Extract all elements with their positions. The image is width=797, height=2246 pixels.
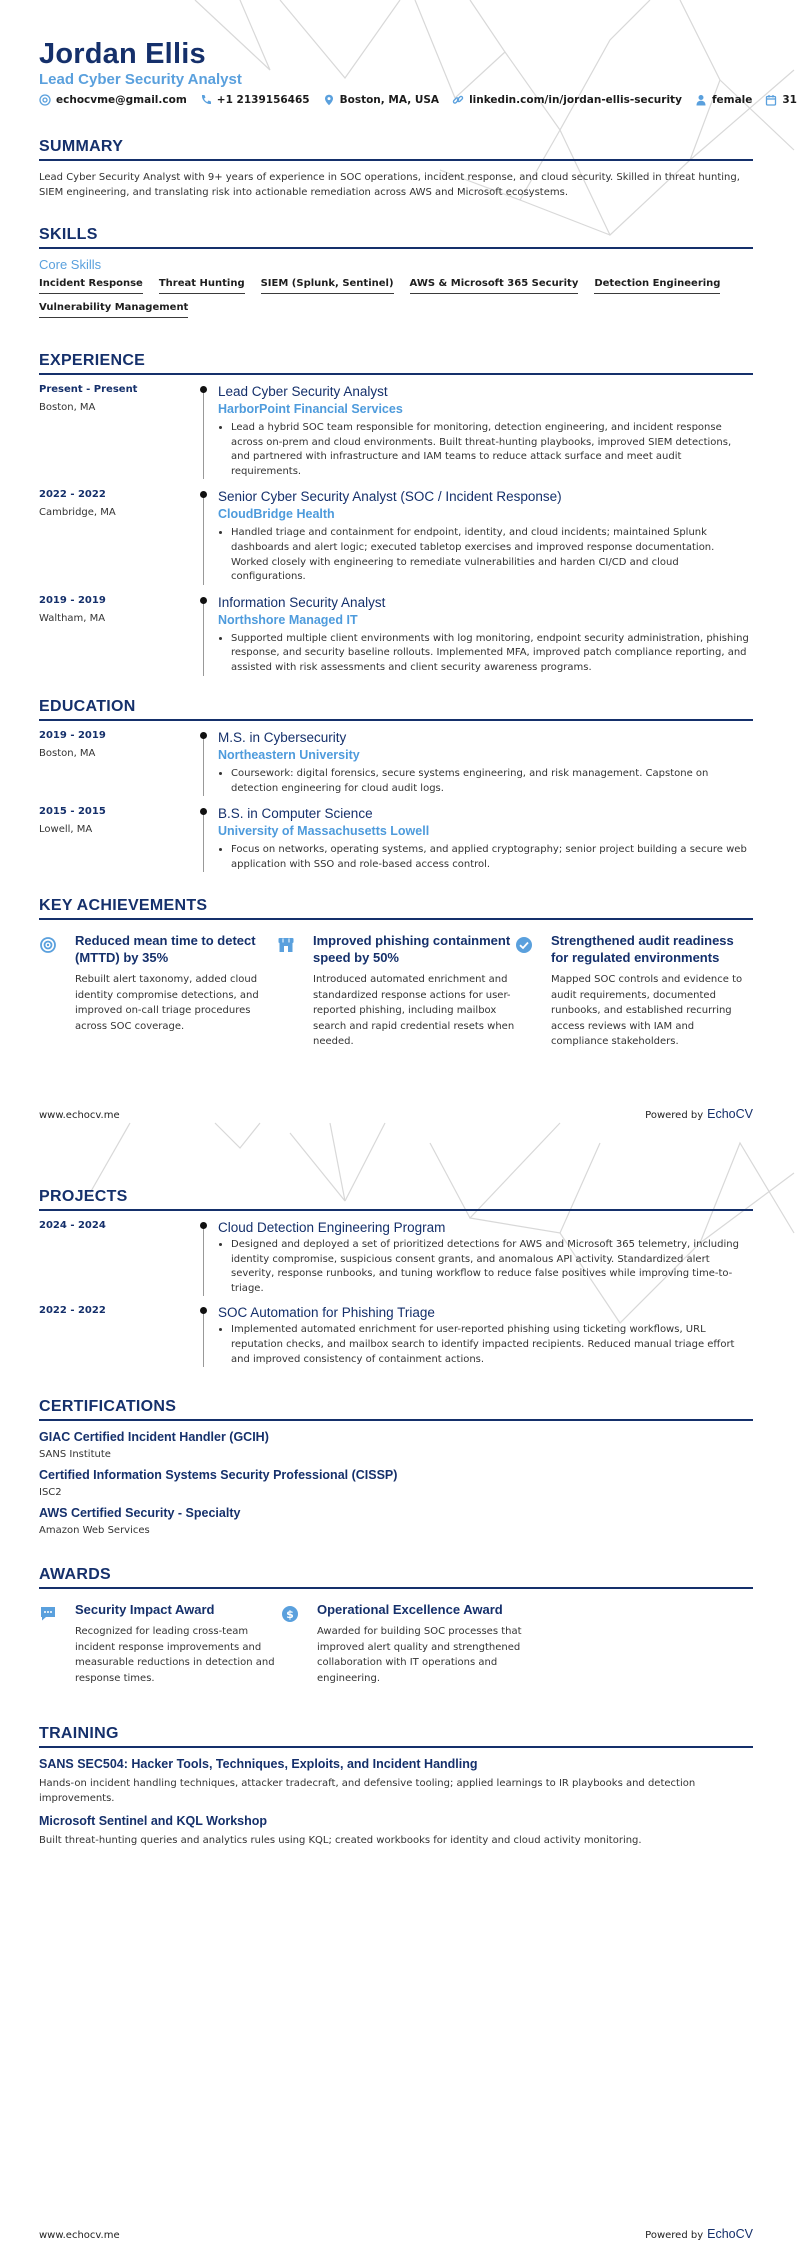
awards-section <box>39 1566 753 1686</box>
achievement-description: Rebuilt alert taxonomy, added cloud identity compromise detections, and improved on-call triage procedures across SOC coverage. <box>75 974 259 1032</box>
project-entry <box>39 1305 753 1367</box>
contact-phone[interactable] <box>200 94 310 106</box>
award-title: Operational Excellence Award <box>317 1602 503 1617</box>
training-section <box>39 1725 753 1848</box>
achievements-heading: KEY ACHIEVEMENTS <box>39 897 753 920</box>
training-description: Built threat-hunting queries and analytics rules using KQL; created workbooks for identity and cloud activity monitoring. <box>39 1835 642 1846</box>
footer-brand: EchoCV <box>707 1107 753 1121</box>
linkedin-text: linkedin.com/in/jordan-ellis-security <box>469 94 682 106</box>
contact-linkedin[interactable] <box>452 94 682 106</box>
education-entry <box>39 730 753 796</box>
verified-badge-icon <box>515 936 533 954</box>
skill-item: AWS & Microsoft 365 Security <box>410 278 579 294</box>
phone-icon <box>200 94 212 106</box>
entry-title: Cloud Detection Engineering Program <box>218 1220 446 1235</box>
footer-site-link[interactable]: www.echocv.me <box>39 2230 120 2241</box>
entry-bullet: • Handled triage and containment for endpoint, identity, and cloud incidents; maintained Splunk dashboards and alert logic; executed tabletop exercises and improved response documentation. Worked closely with engineering to remediate vulnerabilities and harden CI/CD and cloud configurations. <box>231 526 753 584</box>
entry-organization: HarborPoint Financial Services <box>218 402 403 416</box>
summary-section <box>39 138 753 200</box>
resume-header <box>39 38 797 106</box>
entry-bullet: • Supported multiple client environments with log monitoring, endpoint security administration, phishing response, and security baseline rollouts. Implemented MFA, improved patch compliance reporting, and assisted with risk assessments and client security awareness programs. <box>231 632 753 676</box>
resume-page-2 <box>0 1123 794 2246</box>
entry-location: Cambridge, MA <box>39 507 116 519</box>
timeline-dot <box>200 597 207 604</box>
experience-entry <box>39 489 753 584</box>
training-name: Microsoft Sentinel and KQL Workshop <box>39 1814 268 1828</box>
page-footer <box>39 2223 753 2242</box>
award-item <box>281 1601 523 1686</box>
contact-bar <box>39 94 797 106</box>
award-description: Awarded for building SOC processes that improved alert quality and strengthened collaboration with IT operations and engineering. <box>317 1626 522 1684</box>
awards-grid <box>39 1601 753 1686</box>
certification-issuer: Amazon Web Services <box>39 1525 150 1536</box>
entry-bullet: • Focus on networks, operating systems, and applied cryptography; senior project building a secure web application with SSO and role-based access control. <box>231 843 753 872</box>
entry-date: Present - Present <box>39 384 138 395</box>
entry-organization: Northshore Managed IT <box>218 612 358 627</box>
store-icon <box>277 936 295 954</box>
achievement-title: Reduced mean time to detect (MTTD) by 35% <box>75 933 256 965</box>
location-text: Boston, MA, USA <box>339 94 440 106</box>
achievements-grid <box>39 932 753 1050</box>
skill-item: Vulnerability Management <box>39 302 188 318</box>
target-icon <box>39 936 57 954</box>
experience-section <box>39 352 753 676</box>
at-sign-icon <box>39 94 51 106</box>
certification-name: Certified Information Systems Security Professional (CISSP) <box>39 1468 398 1482</box>
gender-text: female <box>711 94 753 106</box>
education-section <box>39 698 753 872</box>
skill-item: SIEM (Splunk, Sentinel) <box>261 278 394 294</box>
entry-bullet: • Implemented automated enrichment for user-reported phishing using ticketing workflows, URL reputation checks, and mailbox search to identify impacted recipients. Reduced manual triage effort and improved consistency of containment actions. <box>231 1323 753 1367</box>
certification-issuer: ISC2 <box>39 1487 62 1498</box>
education-entry <box>39 806 753 872</box>
timeline-dot <box>200 386 207 393</box>
contact-age <box>765 94 797 106</box>
training-description: Hands-on incident handling techniques, attacker tradecraft, and defensive tooling; applied learnings to IR playbooks and detection improvements. <box>39 1778 696 1804</box>
certifications-section <box>39 1398 753 1536</box>
skill-item: Detection Engineering <box>594 278 720 294</box>
summary-text: Lead Cyber Security Analyst with 9+ years of experience in SOC operations, incident response, and cloud security. Skilled in threat hunting, SIEM engineering, and translating risk into actionable remediation across AWS and Microsoft ecosystems. <box>39 172 740 198</box>
link-icon <box>452 94 464 106</box>
skill-item: Threat Hunting <box>159 278 245 294</box>
entry-date: 2019 - 2019 <box>39 730 106 741</box>
entry-title: SOC Automation for Phishing Triage <box>218 1305 435 1321</box>
training-heading: TRAINING <box>39 1725 753 1748</box>
entry-bullet: • Designed and deployed a set of prioritized detections for AWS and Microsoft 365 telemetry, including identity compromise, suspicious consent grants, and anomalous API activity. Standardized alert severity, response runbooks, and tuning workflow to reduce false positives while improving time-to-triage. <box>231 1238 753 1296</box>
entry-location: Boston, MA <box>39 402 96 413</box>
entry-location: Lowell, MA <box>39 824 93 836</box>
entry-title: Information Security Analyst <box>218 594 386 610</box>
entry-date: 2022 - 2022 <box>39 1305 106 1317</box>
footer-powered-label: Powered by <box>645 2230 704 2241</box>
project-entry <box>39 1220 753 1296</box>
certification-item <box>39 1430 753 1460</box>
dollar-coin-icon <box>281 1605 299 1623</box>
timeline-rail <box>203 388 204 479</box>
phone-text: +1 2139156465 <box>216 94 310 106</box>
skills-heading: SKILLS <box>39 226 753 249</box>
certification-name: AWS Certified Security - Specialty <box>39 1506 241 1520</box>
certification-item <box>39 1468 753 1498</box>
projects-heading: PROJECTS <box>39 1188 753 1211</box>
entry-title: B.S. in Computer Science <box>218 806 373 822</box>
age-text: 31 <box>782 94 797 106</box>
timeline-dot <box>200 732 207 739</box>
page-footer <box>39 1103 753 1122</box>
footer-brand: EchoCV <box>707 2227 753 2241</box>
email-text: echocvme@gmail.com <box>56 94 187 106</box>
timeline-rail <box>203 493 204 584</box>
contact-gender <box>695 94 752 106</box>
timeline-dot <box>200 1222 207 1229</box>
calendar-icon <box>765 94 777 106</box>
achievement-title: Improved phishing containment speed by 50% <box>313 933 511 965</box>
skills-list <box>39 278 753 326</box>
entry-date: 2024 - 2024 <box>39 1220 106 1231</box>
entry-location: Boston, MA <box>39 748 96 759</box>
training-item <box>39 1814 753 1848</box>
svg-text:$: $ <box>286 1608 294 1621</box>
education-heading: EDUCATION <box>39 698 753 721</box>
entry-title: M.S. in Cybersecurity <box>218 730 347 745</box>
award-item <box>39 1601 281 1686</box>
chat-bubble-icon <box>39 1605 57 1623</box>
entry-organization: CloudBridge Health <box>218 507 335 522</box>
projects-section <box>39 1188 753 1367</box>
skill-item: Incident Response <box>39 278 143 294</box>
timeline-rail <box>203 734 204 796</box>
map-pin-icon <box>323 94 335 106</box>
timeline-rail <box>203 599 204 676</box>
entry-bullet: • Coursework: digital forensics, secure systems engineering, and risk management. Capstone on detection engineering for cloud audit logs. <box>231 767 753 796</box>
timeline-rail <box>203 1309 204 1367</box>
entry-title: Senior Cyber Security Analyst (SOC / Incident Response) <box>218 489 562 505</box>
candidate-role: Lead Cyber Security Analyst <box>39 71 242 88</box>
achievement-item <box>515 932 753 1050</box>
skills-section <box>39 226 753 326</box>
training-name: SANS SEC504: Hacker Tools, Techniques, Exploits, and Incident Handling <box>39 1757 478 1771</box>
awards-heading: AWARDS <box>39 1566 753 1589</box>
certification-name: GIAC Certified Incident Handler (GCIH) <box>39 1430 269 1444</box>
entry-organization: University of Massachusetts Lowell <box>218 824 430 839</box>
certification-item <box>39 1506 753 1536</box>
footer-powered-label: Powered by <box>645 1110 704 1121</box>
footer-site-link[interactable]: www.echocv.me <box>39 1110 120 1121</box>
entry-date: 2015 - 2015 <box>39 806 106 818</box>
award-description: Recognized for leading cross-team incident response improvements and measurable reductions in detection and response times. <box>75 1626 275 1684</box>
entry-date: 2019 - 2019 <box>39 594 106 606</box>
achievement-description: Introduced automated enrichment and standardized response actions for user-reported phishing, including mailbox search and rapid credential resets when needed. <box>313 974 515 1047</box>
experience-heading: EXPERIENCE <box>39 352 753 375</box>
candidate-name: Jordan Ellis <box>39 38 206 70</box>
summary-heading: SUMMARY <box>39 138 753 161</box>
achievement-item <box>277 932 515 1050</box>
certification-issuer: SANS Institute <box>39 1449 111 1460</box>
entry-location: Waltham, MA <box>39 612 106 624</box>
experience-entry <box>39 595 753 676</box>
entry-organization: Northeastern University <box>218 748 360 762</box>
achievements-section <box>39 897 753 1050</box>
certifications-heading: CERTIFICATIONS <box>39 1398 753 1421</box>
contact-email[interactable] <box>39 94 187 106</box>
training-item <box>39 1757 753 1806</box>
timeline-rail <box>203 810 204 872</box>
entry-date: 2022 - 2022 <box>39 489 106 501</box>
award-title: Security Impact Award <box>75 1602 215 1617</box>
entry-bullet: • Lead a hybrid SOC team responsible for monitoring, detection engineering, and incident response across on-prem and cloud environments. Built threat-hunting playbooks, improved SIEM detections, and partnered with infrastructure and IAM teams to reduce attack surface and meet audit requirements. <box>231 421 753 479</box>
skills-subheading: Core Skills <box>39 257 102 272</box>
timeline-rail <box>203 1224 204 1296</box>
achievement-description: Mapped SOC controls and evidence to audit requirements, documented runbooks, and established recurring access reviews with IAM and compliance stakeholders. <box>551 974 743 1047</box>
person-icon <box>695 94 707 106</box>
contact-location <box>323 94 439 106</box>
experience-entry <box>39 384 753 479</box>
achievement-item <box>39 932 277 1050</box>
entry-title: Lead Cyber Security Analyst <box>218 384 388 399</box>
achievement-title: Strengthened audit readiness for regulated environments <box>551 933 734 965</box>
